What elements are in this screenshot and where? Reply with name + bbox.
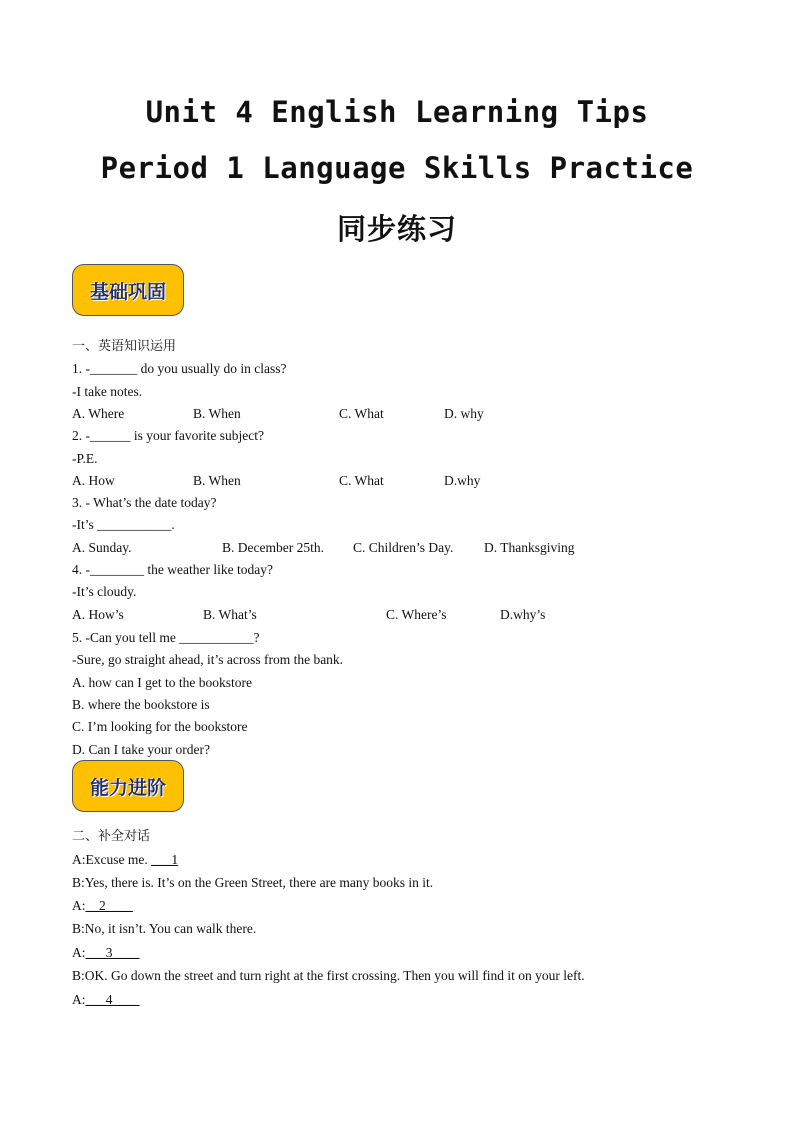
- section1-heading: 一、英语知识运用: [72, 339, 177, 354]
- q2-option-b: B. When: [193, 473, 241, 488]
- question-1: 1. -_______ do you usually do in class?: [72, 361, 287, 376]
- answer-3: -It’s ___________.: [72, 517, 175, 532]
- blank-1: ___1: [151, 852, 179, 867]
- q3-option-c: C. Children’s Day.: [353, 540, 454, 555]
- q3-option-a: A. Sunday.: [72, 540, 132, 555]
- answer-4: -It’s cloudy.: [72, 584, 137, 599]
- dialogue-line-7: [72, 992, 140, 1008]
- answer-5: -Sure, go straight ahead, it’s across from the bank.: [72, 652, 344, 667]
- q3-option-d: D. Thanksgiving: [484, 540, 575, 555]
- question-4: 4. -________ the weather like today?: [72, 562, 273, 577]
- q5-option-b: B. where the bookstore is: [72, 697, 210, 712]
- dialogue-text: A:: [72, 992, 86, 1007]
- section1-badge: 基础巩固: [72, 264, 184, 316]
- q5-option-c: C. I’m looking for the bookstore: [72, 719, 248, 734]
- dialogue-line-6: [72, 968, 585, 984]
- q3-option-b: B. December 25th.: [222, 540, 324, 555]
- dialogue-line-2: [72, 875, 433, 891]
- q1-option-c: C. What: [339, 406, 384, 421]
- q2-option-a: A. How: [72, 473, 115, 488]
- section2-heading: 二、补全对话: [72, 829, 151, 844]
- dialogue-text: B:OK. Go down the street and turn right at the first crossing. Then you will find it on your left.: [72, 968, 585, 983]
- q2-option-d: D.why: [444, 473, 481, 488]
- blank-3: ___3____: [85, 945, 140, 960]
- page-title-line1: Unit 4 English Learning Tips: [145, 95, 649, 129]
- blank-4: ___4____: [85, 992, 140, 1007]
- q1-option-d: D. why: [444, 406, 484, 421]
- q2-option-c: C. What: [339, 473, 384, 488]
- page-title-line2: Period 1 Language Skills Practice: [100, 151, 694, 185]
- dialogue-line-1: [72, 852, 178, 868]
- dialogue-text: A:: [72, 898, 86, 913]
- section2-badge: 能力进阶: [72, 760, 184, 812]
- dialogue-text: B:Yes, there is. It’s on the Green Street, there are many books in it.: [72, 875, 434, 890]
- answer-2: -P.E.: [72, 451, 98, 466]
- question-5: 5. -Can you tell me ___________?: [72, 630, 260, 645]
- q5-option-d: D. Can I take your order?: [72, 742, 210, 757]
- dialogue-line-5: [72, 945, 140, 961]
- q1-option-a: A. Where: [72, 406, 125, 421]
- q4-option-a: A. How’s: [72, 607, 124, 622]
- answer-1: -I take notes.: [72, 384, 143, 399]
- q1-option-b: B. When: [193, 406, 241, 421]
- dialogue-text: A:: [72, 945, 86, 960]
- q5-option-a: A. how can I get to the bookstore: [72, 675, 252, 690]
- question-2: 2. -______ is your favorite subject?: [72, 428, 264, 443]
- question-3: 3. - What’s the date today?: [72, 495, 217, 510]
- dialogue-text: B:No, it isn’t. You can walk there.: [72, 921, 257, 936]
- q4-option-d: D.why’s: [500, 607, 546, 622]
- q4-option-b: B. What’s: [203, 607, 257, 622]
- dialogue-text: A:Excuse me.: [72, 852, 152, 867]
- dialogue-line-4: [72, 921, 256, 937]
- dialogue-line-3: [72, 898, 133, 914]
- q4-option-c: C. Where’s: [386, 607, 447, 622]
- blank-2: __2____: [85, 898, 133, 913]
- page-title-line3: 同步练习: [336, 212, 457, 246]
